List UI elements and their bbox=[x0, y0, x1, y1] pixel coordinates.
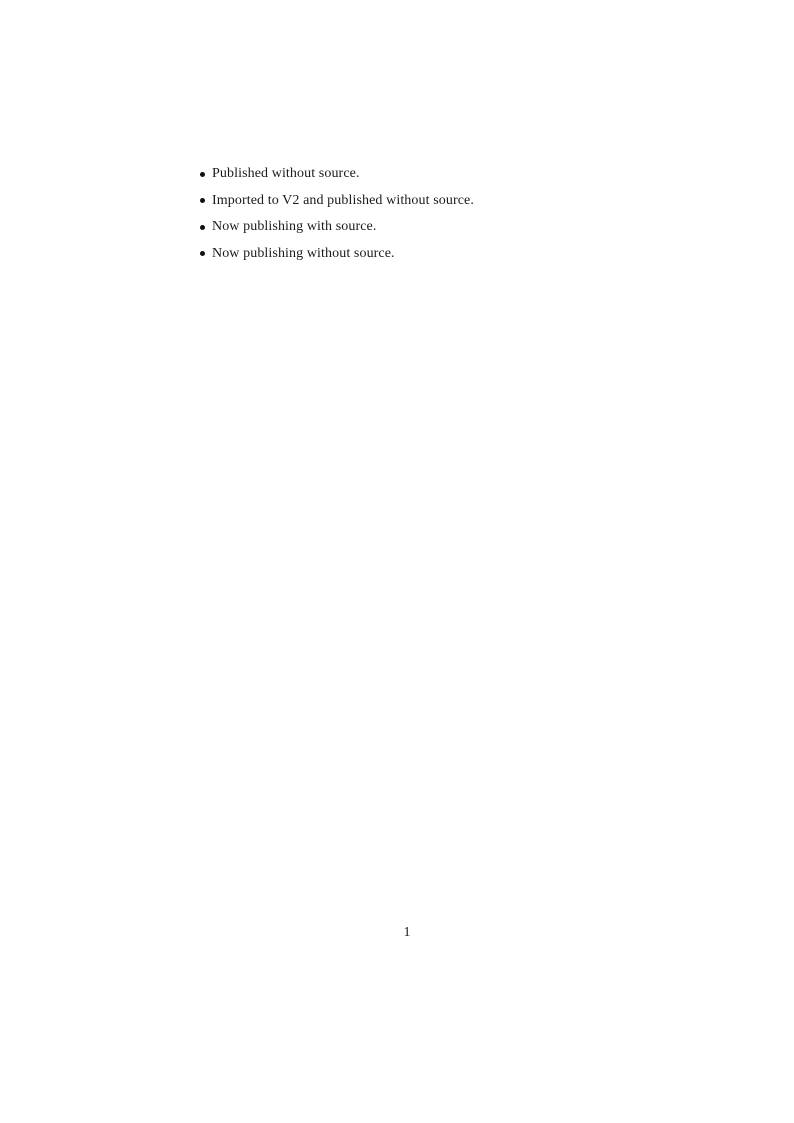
list-item-text: Now publishing without source. bbox=[212, 245, 395, 261]
list-item bbox=[200, 193, 474, 209]
list-item-text: Imported to V2 and published without source. bbox=[212, 192, 474, 208]
bullet-list bbox=[200, 166, 474, 272]
bullet-icon bbox=[200, 198, 205, 203]
bullet-icon bbox=[200, 225, 205, 230]
list-item bbox=[200, 166, 474, 182]
page-number: 1 bbox=[403, 925, 411, 940]
list-item-text: Published without source. bbox=[212, 166, 360, 181]
bullet-icon bbox=[200, 172, 205, 177]
list-item-text: Now publishing with source. bbox=[212, 219, 377, 235]
list-item bbox=[200, 219, 474, 235]
list-item bbox=[200, 246, 474, 262]
bullet-icon bbox=[200, 251, 205, 256]
